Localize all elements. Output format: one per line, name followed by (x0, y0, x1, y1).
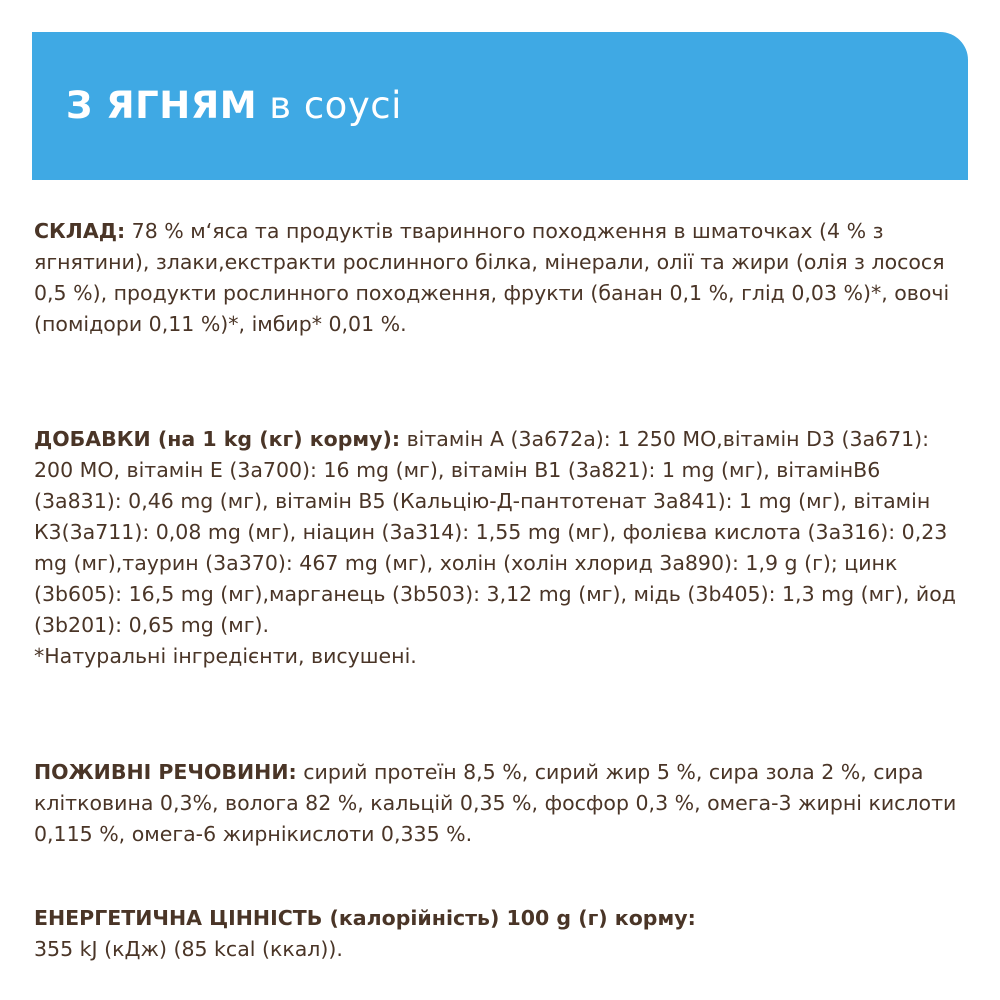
composition-label: СКЛАД: (34, 219, 126, 243)
title-banner (32, 32, 968, 180)
nutrients-label: ПОЖИВНІ РЕЧОВИНИ: (34, 760, 297, 784)
additives-label: ДОБАВКИ (на 1 kg (кг) корму): (34, 427, 401, 451)
product-title-main: З ЯГНЯМ (66, 84, 258, 127)
product-title (66, 84, 402, 128)
product-title-subtitle: в соусі (257, 84, 402, 127)
additives-section (34, 424, 970, 672)
nutrients-section (34, 757, 970, 850)
energy-label: ЕНЕРГЕТИЧНА ЦІННІСТЬ (калорійність) 100 g (г) корму: (34, 906, 696, 930)
composition-section (34, 216, 970, 340)
nutrients-text: сирий протеїн 8,5 %, сирий жир 5 %, сира зола 2 %, сира клітковина 0,3%, волога 82 %, кальцій 0,35 %, фосфор 0,3 %, омега-3 жирні кислоти 0,115 %, омега-6 жирнікислоти 0,335 %. (34, 760, 957, 846)
composition-text: 78 % м‘яса та продуктів тваринного походження в шматочках (4 % з ягнятини), злаки,екстракти рослинного білка, мінерали, олії та жири (олія з лосося 0,5 %), продукти рослинного походження, фрукти (банан 0,1 %, глід 0,03 %)*, овочі (помідори 0,11 %)*, імбир* 0,01 %. (34, 219, 950, 336)
additives-text: вітамін А (3а672а): 1 250 МО,вітамін D3 (3а671): 200 МО, вітамін Е (3а700): 16 mg (мг), вітамін В1 (3а821): 1 mg (мг), вітамінВ6 (3а831): 0,46 mg (мг), вітамін В5 (Кальцію-Д-пантотенат 3а841): 1 mg (мг), вітамін К3(3а711): 0,08 mg (мг), ніацин (3а314): 1,55 mg (мг), фолієва кислота (3а316): 0,23 mg (мг),таурин (3а370): 467 mg (мг), холін (холін хлорид 3а890): 1,9 g (г); цинк (3b605): 16,5 mg (мг),марганець (3b503): 3,12 mg (мг), мідь (3b405): 1,3 mg (мг), йод (3b201): 0,65 mg (мг). (34, 427, 956, 637)
additives-footnote: *Натуральні інгредієнти, висушені. (34, 644, 417, 668)
energy-text: 355 kJ (кДж) (85 kcal (ккал)). (34, 937, 343, 961)
energy-section (34, 903, 970, 965)
